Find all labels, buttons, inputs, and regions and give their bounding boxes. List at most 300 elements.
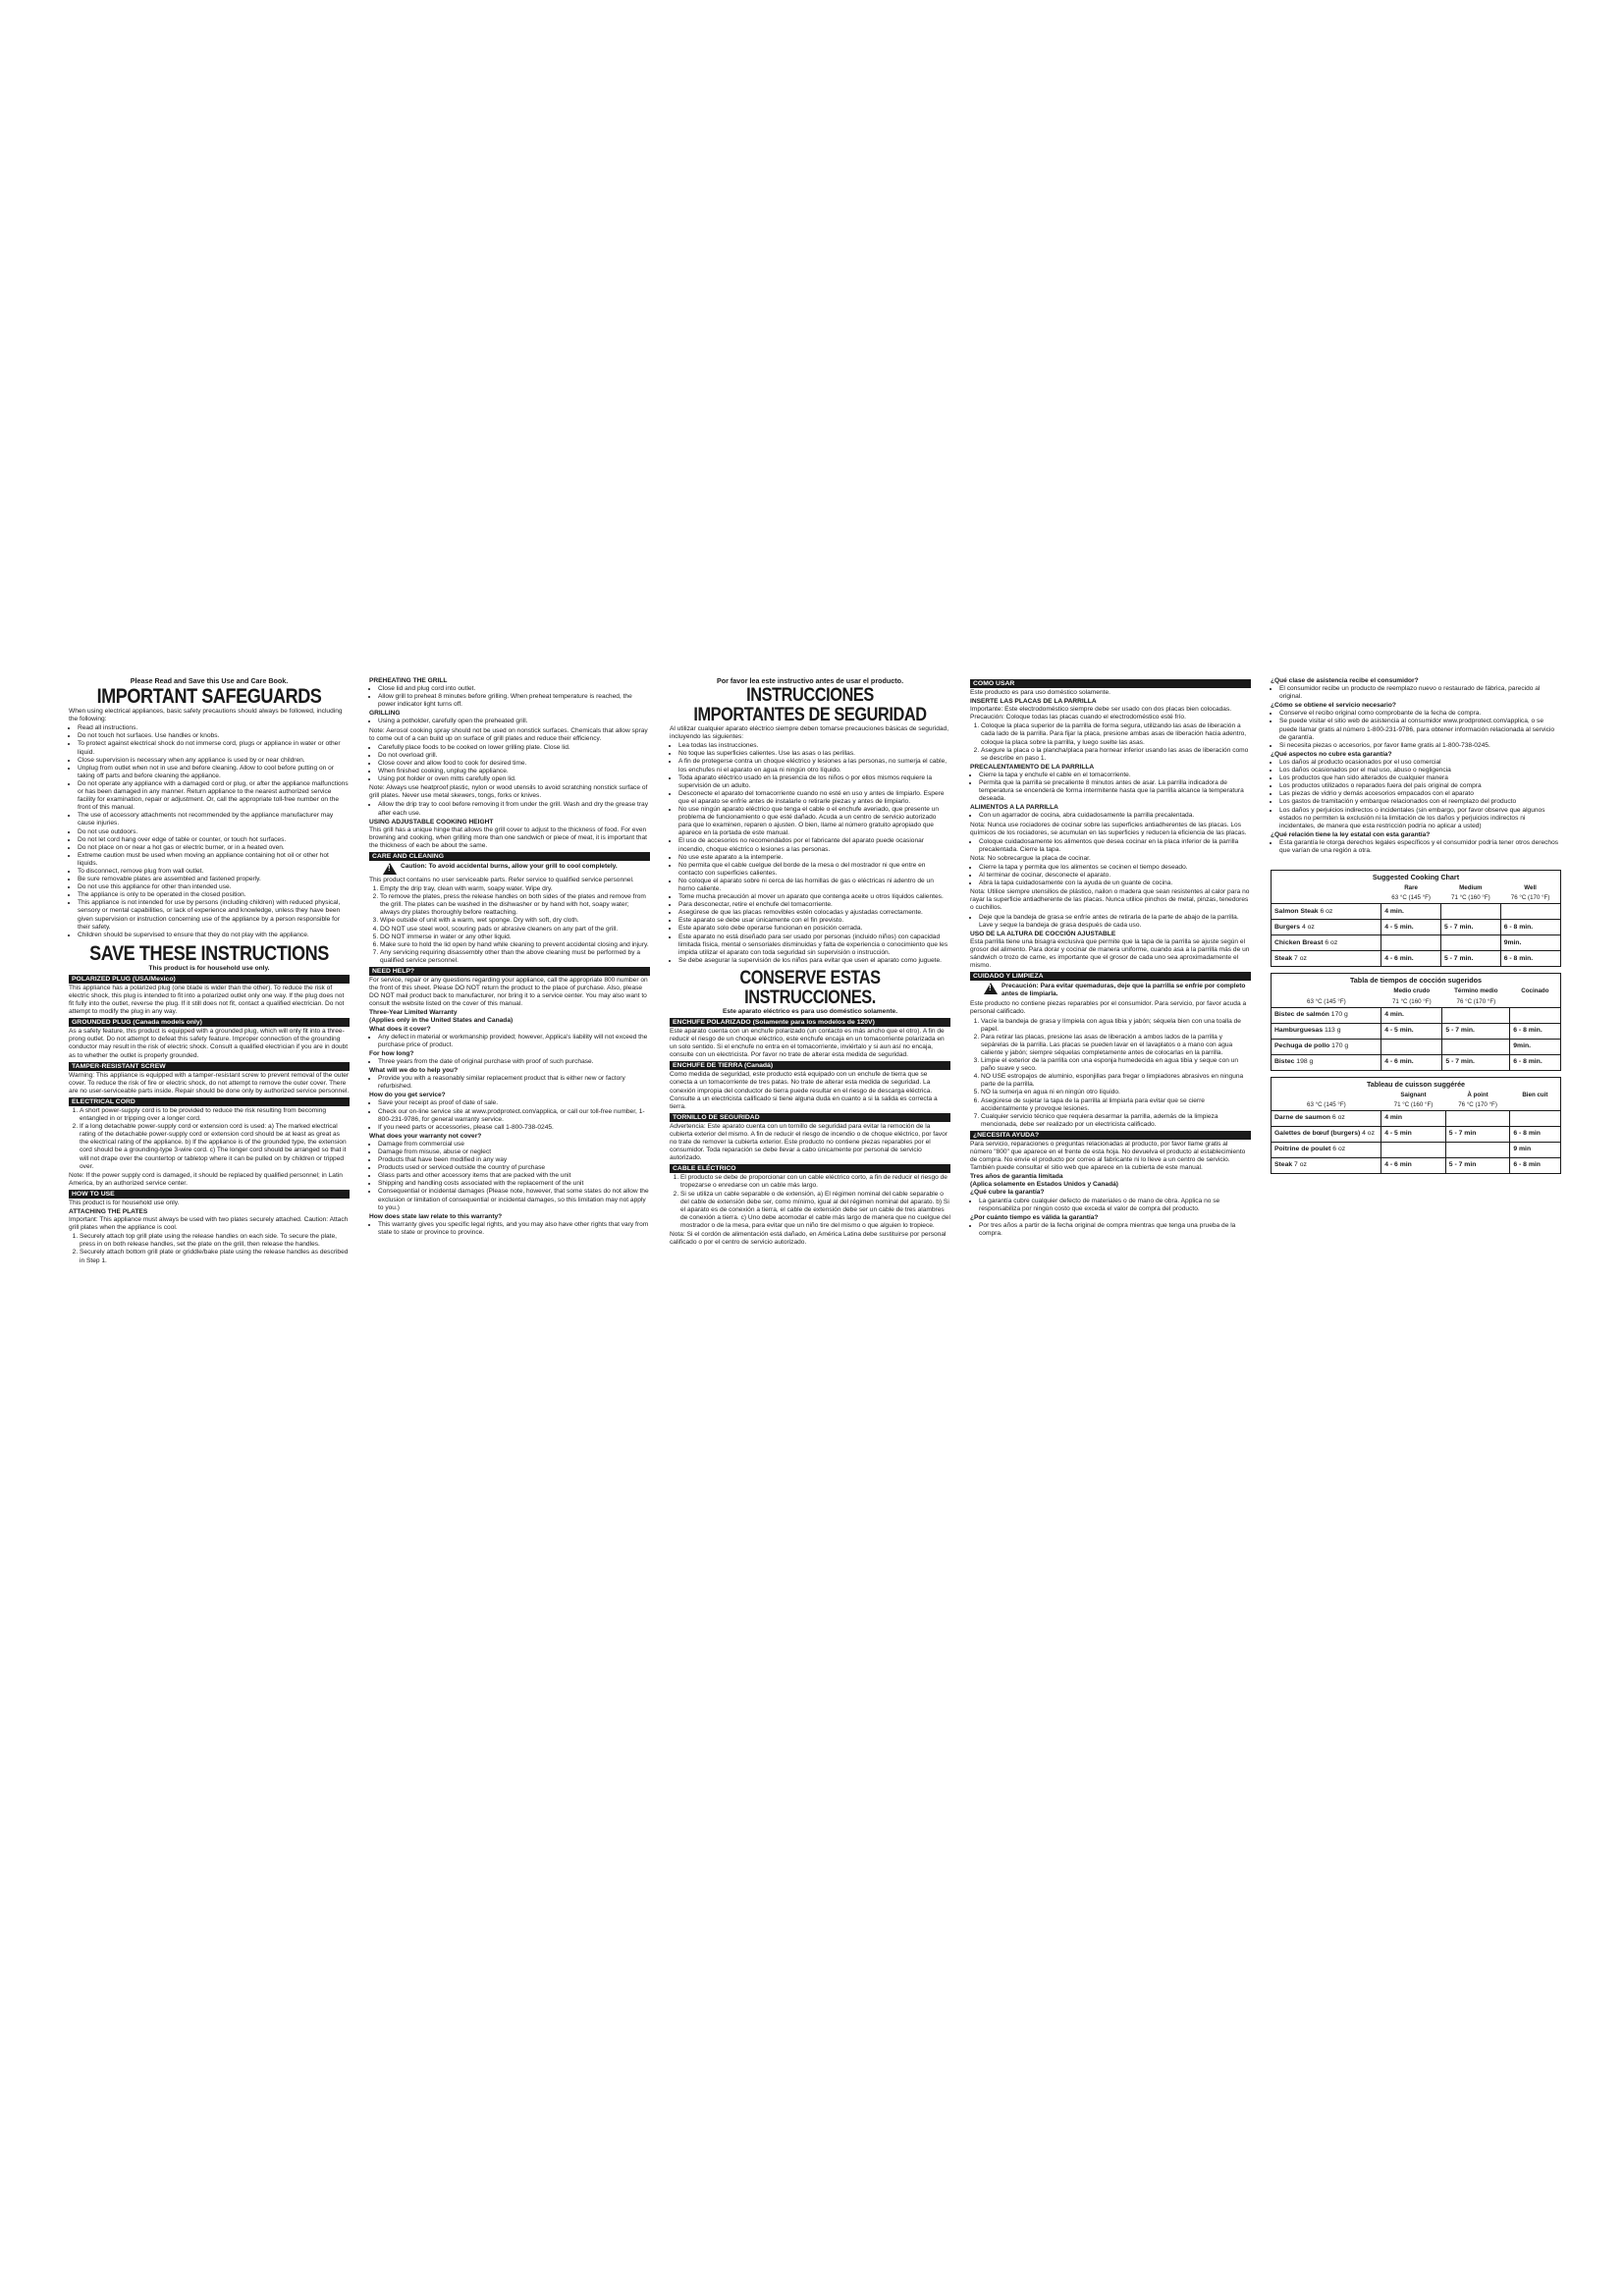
need-help-text: For service, repair or any questions regarding your appliance, call the appropriate 800 number on the front of this sheet. Please DO NOT return the product to the place of purchase. Also, please DO NOT mail product back to manufacturer, nor bring it to a service center. You may also want to consult the website listed on the cover of this manual.	[369, 977, 648, 1008]
cooking-chart-row	[1272, 1007, 1560, 1023]
preheating-list	[369, 685, 650, 709]
cooking-chart-row	[1272, 1157, 1560, 1173]
save-instructions-title: SAVE THESE INSTRUCTIONS	[89, 941, 329, 965]
not-cover-item: • Damage from misuse, abuse or neglect	[378, 1148, 650, 1156]
es-care-steps	[970, 1018, 1251, 1129]
es-cord-list	[670, 1174, 950, 1230]
cooking-chart-row	[1272, 1039, 1560, 1054]
es-polarized-heading: ENCHUFE POLARIZADO (Solamente para los modelos de 120V)	[670, 1018, 950, 1027]
q-how-long: For how long?	[369, 1049, 414, 1057]
es-safeguard-item: • Desconecte el aparato del tomacorriente cuando no esté en uso y antes de limpiarlo. Espere que el aparato se enfríe antes de instalarle o retirarle piezas y antes de limpiarlo.	[678, 790, 950, 806]
cook-time-cell	[1510, 1007, 1560, 1023]
food-name: Galettes de bœuf (burgers)	[1274, 1130, 1363, 1138]
es-assistance-item: • El consumidor recibe un producto de reemplazo nuevo o restaurado de fábrica, parecido al original.	[1279, 685, 1561, 701]
es-grilling-item: • Cierre la tapa y permita que los alimentos se cocinen el tiempo deseado.	[979, 864, 1251, 872]
es-safeguard-item: • Este aparato no está diseñado para ser usado por personas (incluido niños) con capacidad limitada física, mental o sensoriales disminuidas y falta de experiencia o conocimiento que les impida utilizar el aparato con toda seguridad sin supervisión o instrucción.	[678, 934, 950, 957]
cook-time-cell: 4 - 5 min	[1381, 1126, 1446, 1142]
es-q-service: ¿Cómo se obtiene el servicio necesario?	[1271, 702, 1396, 710]
es-safeguard-item: • No use este aparato a la intemperie.	[678, 854, 950, 862]
cook-time-cell: 9min.	[1510, 1039, 1560, 1054]
state-law-item: • This warranty gives you specific legal rights, and you may also have other rights that vary from state to state or province to province.	[378, 1221, 650, 1237]
care-step: 1. Empty the drip tray, clean with warm, soapy water. Wipe dry.	[380, 885, 650, 893]
es-care-text: Este producto no contiene piezas reparables por el consumidor. Para servicio, por favor acuda a personal calificado.	[970, 1000, 1247, 1016]
cooking-chart-header	[1272, 883, 1381, 893]
es-not-cover-item: • Los daños y perjuicios indirectos o incidentales (sin embargo, por favor observe que algunos estados no permiten la exclusión ni la limitación de los daños y perjuicios indirectos ni incidentales, de manera que esta restricción podría no aplicar a usted)	[1279, 807, 1561, 830]
es-how-to-use-text: Este producto es para uso doméstico solamente.	[970, 689, 1110, 696]
es-household-note: Este aparato eléctrico es para uso doméstico solamente.	[722, 1007, 898, 1015]
es-preheat-item: • Cierre la tapa y enchufe el cable en el tomacorriente.	[979, 772, 1251, 779]
cooking-chart-row	[1272, 920, 1560, 935]
care-step: 5. DO NOT immerse in water or any other liquid.	[380, 934, 650, 941]
safeguard-item: • Do not operate any appliance with a damaged cord or plug, or after the appliance malfunctions or has been damaged in any manner. Return appliance to the nearest authorized service facility for examination, repair or adjustment. Or, call the appropriate toll-free number on the front of this manual.	[78, 780, 350, 812]
cook-time-cell: 4 - 6 min.	[1381, 1054, 1442, 1070]
grounded-plug-text: As a safety feature, this product is equipped with a grounded plug, which will only fit into a three-prong outlet. Do not attempt to defeat this safety feature. Improper connection of the grounding conductor may result in the risk of electric shock. Consult a qualified electrician if you are in doubt as to whether the outlet is properly grounded.	[69, 1028, 349, 1059]
es-grilling-list-a	[970, 812, 1251, 820]
cooking-chart	[1271, 1077, 1561, 1174]
es-not-cover-item: • Los productos que han sido alterados de cualquier manera	[1279, 774, 1561, 782]
attaching-plates-heading: ATTACHING THE PLATES	[69, 1207, 148, 1215]
warning-triangle-icon	[984, 983, 998, 994]
tamper-screw-heading: TAMPER-RESISTANT SCREW	[69, 1062, 350, 1071]
cook-time-cell: 6 - 8 min.	[1500, 920, 1560, 935]
service-item: • Save your receipt as proof of date of sale.	[378, 1099, 650, 1107]
food-cell	[1272, 1142, 1381, 1157]
electrical-cord-heading: ELECTRICAL CORD	[69, 1097, 350, 1106]
grilling-note-utensils: Note: Always use heatproof plastic, nylon or wood utensils to avoid scratching nonstick surface of grill plates. Never use metal skewers, tongs, forks or knives.	[369, 784, 648, 800]
cook-time-cell: 5 - 7 min	[1445, 1126, 1510, 1142]
cook-time-cell: 6 - 8 min	[1510, 1157, 1560, 1173]
instruction-sheet	[69, 677, 1561, 1659]
food-name: Bistec de salmón	[1274, 1011, 1331, 1019]
cook-time-cell	[1442, 1007, 1510, 1023]
food-quantity: 198 g	[1296, 1058, 1314, 1066]
grilling-item: • When finished cooking, unplug the appliance.	[378, 768, 650, 775]
food-name: Salmon Steak	[1274, 907, 1321, 915]
preheating-heading: PREHEATING THE GRILL	[369, 677, 448, 684]
es-need-help-text: Para servicio, reparaciones o preguntas relacionadas al producto, por favor llame gratis al número "800" que aparece en el frente de esta hoja. No devuelva el producto al establecimiento de compra. No envíe el producto por correo al fabricante ni lo lleve a un centro de servicio. También puede consultar el sitio web que aparece en la cubierta de este manual.	[970, 1140, 1246, 1172]
food-cell	[1272, 935, 1381, 951]
help-item: • Provide you with a reasonably similar replacement product that is either new or factory refurbished.	[378, 1075, 650, 1091]
grilling-list-a	[369, 718, 650, 725]
column-warranty-charts	[1271, 677, 1561, 1180]
es-grilling-item: • Deje que la bandeja de grasa se enfríe antes de retirarla de la parte de abajo de la parrilla. Lave y seque la bandeja de grasa después de cada uso.	[979, 914, 1251, 930]
cooking-chart-row	[1272, 1110, 1560, 1126]
q-service: How do you get service?	[369, 1092, 446, 1099]
es-warranty-heading: Tres años de garantía limitada	[970, 1173, 1063, 1181]
safeguard-item: • Be sure removable plates are assembled and fastened properly.	[78, 876, 350, 883]
es-not-cover-item: • Los productos utilizados o reparados fuera del país original de compra	[1279, 782, 1561, 790]
polarized-plug-text: This appliance has a polarized plug (one blade is wider than the other). To reduce the risk of electric shock, this plug is intended to fit into a polarized outlet only one way. If the plug does not fit fully into the outlet, reverse the plug. If it still does not fit, contact a qualified electrician. Do not attempt to modify the plug in any way.	[69, 984, 345, 1016]
food-cell	[1272, 1157, 1381, 1173]
es-save-title: CONSERVE ESTAS INSTRUCCIONES.	[739, 967, 881, 1008]
cooking-chart-row	[1272, 1023, 1560, 1039]
cooking-chart-header: Medio crudo	[1393, 988, 1431, 995]
cook-time-cell: 4 - 5 min.	[1381, 1023, 1442, 1039]
cooking-chart-temp: 63 °C (145 °F)	[1307, 1100, 1346, 1108]
es-care-step: 4. NO USE estropajos de aluminio, esponjillas para fregar o limpiadores abrasivos en ninguna parte de la parrilla.	[981, 1073, 1251, 1089]
es-care-step: 2. Para retirar las placas, presione las asas de liberación a ambos lados de la parrilla y sepárelas de la parrilla. Las placas se pueden lavar en el lavaplatos o a mano con agua caliente y jabón; siempre séquelas completamente antes de colocarlas en la parrilla.	[981, 1034, 1251, 1057]
cook-time-cell	[1500, 904, 1560, 920]
food-cell	[1272, 1126, 1381, 1142]
grilling-list-c	[369, 801, 650, 817]
es-care-step: 5. NO la sumerja en agua ni en ningún otro líquido.	[981, 1089, 1251, 1096]
cooking-chart-temp: 71 °C (160 °F)	[1451, 894, 1490, 902]
es-how-to-use-heading: COMO USAR	[970, 679, 1251, 688]
q-not-cover: What does your warranty not cover?	[369, 1132, 482, 1140]
q-cover: What does it cover?	[369, 1025, 431, 1033]
es-grilling-item: • Coloque cuidadosamente los alimentos que desea cocinar en la placa inferior de la parrilla precalentada. Cierre la tapa.	[979, 838, 1251, 854]
food-name: Poitrine de poulet	[1274, 1146, 1333, 1153]
column-spanish-use-care	[970, 677, 1251, 1239]
es-not-cover-item: • Las piezas de vidrio y demás accesorios empacados con el aparato	[1279, 790, 1561, 798]
service-list	[369, 1099, 650, 1131]
cord-item: 1. A short power-supply cord is to be provided to reduce the risk resulting from becoming entangled in or tripping over a longer cord.	[80, 1107, 350, 1123]
care-steps	[369, 885, 650, 965]
safeguard-item: • Close supervision is necessary when any appliance is used by or near children.	[78, 757, 350, 765]
es-insert-step: 1. Coloque la placa superior de la parrilla de forma segura, utilizando las asas de liberación a cada lado de la parrilla. Para fijar la placa, presione ambas asas de liberación hacia adentro, coloque la placa sobre la parrilla, y luego suelte las asas.	[981, 722, 1251, 746]
food-quantity: 6 oz	[1320, 907, 1333, 915]
cook-time-cell	[1381, 935, 1441, 951]
warranty-subheading: (Applies only in the United States and Canada)	[369, 1017, 514, 1025]
help-list	[369, 1075, 650, 1091]
cord-item: 2. If a long detachable power-supply cord or extension cord is used: a) The marked electrical rating of the detachable power-supply cord or extension cord should be at least as great as the electrical rating of the appliance. b) If the appliance is of the grounded type, the extension cord should be a grounding-type 3-wire cord. c) The longer cord should be arranged so that it will not drape over the countertop or tabletop where it can be pulled on by children or tripped over.	[80, 1123, 350, 1171]
cooking-chart-header	[1272, 1091, 1381, 1100]
cooking-chart	[1271, 870, 1561, 967]
es-safeguard-item: • No coloque el aparato sobre ni cerca de las hornillas de gas o eléctricas ni adentro de un horno caliente.	[678, 878, 950, 893]
cook-time-cell: 4 - 5 min.	[1381, 920, 1441, 935]
es-preheat-item: • Permita que la parrilla se precaliente 8 minutos antes de asar. La parrilla indicadora de temperatura se encenderá de forma intermitente hasta que la parrilla alcance la temperatura deseada.	[979, 779, 1251, 803]
cook-time-cell	[1445, 1142, 1510, 1157]
column-spanish-safeguards	[670, 677, 950, 1248]
es-assistance-list	[1271, 685, 1561, 701]
cook-time-cell: 6 - 8 min.	[1500, 951, 1560, 967]
cover-item: • Any defect in material or workmanship provided; however, Applica's liability will not exceed the purchase price of product.	[378, 1034, 650, 1049]
grilling-item: • Allow the drip tray to cool before removing it from under the grill. Wash and dry the grease tray after each use.	[378, 801, 650, 817]
safeguards-list	[69, 724, 350, 939]
cooking-chart-header: Saignant	[1400, 1091, 1427, 1098]
food-cell	[1272, 920, 1381, 935]
safeguard-item: • Read all instructions.	[78, 724, 350, 732]
safeguard-item: • Do not use outdoors.	[78, 828, 350, 836]
cooking-chart-header: Bien cuit	[1522, 1091, 1548, 1098]
es-safeguard-item: • Este aparato se debe usar únicamente con el fin previsto.	[678, 917, 950, 925]
cooking-chart-row	[1272, 935, 1560, 951]
food-quantity: 6 oz	[1325, 938, 1338, 946]
food-cell	[1272, 951, 1381, 967]
es-cord-item: 1. El producto se debe de proporcionar con un cable eléctrico corto, a fin de reducir el riesgo de tropezarse o enredarse con un cable más largo.	[680, 1174, 950, 1190]
grilling-item: • Using a potholder, carefully open the preheated grill.	[378, 718, 650, 725]
cooking-chart-temp: 71 °C (160 °F)	[1391, 997, 1432, 1005]
cooking-chart-row	[1272, 1126, 1560, 1142]
food-quantity: 4 oz	[1301, 923, 1315, 931]
es-service-item: • Conserve el recibo original como comprobante de la fecha de compra.	[1279, 710, 1561, 718]
preheat-item: • Allow grill to preheat 8 minutes before grilling. When preheat temperature is reached, the power indicator light turns off.	[378, 693, 650, 709]
es-safeguard-item: • Lea todas las instrucciones.	[678, 742, 950, 750]
food-cell	[1272, 1054, 1381, 1070]
es-grounded-heading: ENCHUFE DE TIERRA (Canadá)	[670, 1061, 950, 1070]
es-cord-note: Nota: Si el cordón de alimentación está dañado, en América Latina debe sustituirse por personal calificado o por el centro de servicio autorizado.	[670, 1230, 947, 1247]
not-cover-item: • Damage from commercial use	[378, 1141, 650, 1148]
es-care-caution	[984, 983, 1251, 998]
care-step: 3. Wipe outside of unit with a warm, wet sponge. Dry with soft, dry cloth.	[380, 917, 650, 925]
cook-time-cell	[1445, 1110, 1510, 1126]
not-cover-item: • Products that have been modified in any way	[378, 1156, 650, 1164]
not-cover-item: • Products used or serviced outside the country of purchase	[378, 1164, 650, 1172]
grounded-plug-heading: GROUNDED PLUG (Canada models only)	[69, 1018, 350, 1027]
not-cover-item: • Shipping and handling costs associated with the replacement of the unit	[378, 1180, 650, 1188]
cook-time-cell: 5 - 7 min.	[1440, 920, 1500, 935]
cooking-chart-temp: 76 °C (170 °F)	[1456, 997, 1496, 1005]
service-item: • Check our on-line service site at www.prodprotect.com/applica, or call our toll-free number, 1-800-231-9786, for general warranty service.	[378, 1108, 650, 1124]
es-grounded-text: Como medida de seguridad, este producto está equipado con un enchufe de tierra que se conecta a un tomacorriente de tres patas. No trate de alterar esta medida de seguridad. La conexión impropia del conductor de tierra puede resultar en el riesgo de descarga eléctrica. Consulte a un electricista calificado si tiene alguna duda en cuanto a si la salida es correcta a tierra.	[670, 1071, 938, 1110]
es-height-text: Esta parrilla tiene una bisagra exclusiva que permite que la tapa de la parrilla se ajuste según el grosor del alimento. Para dorar y cocinar de manera uniforme, cuando asa a la parrilla más de un sándwich o trozo de carne, es importante que el grosor de cada uno sea aproximadamente el mismo.	[970, 937, 1250, 970]
es-service-item: • Se puede visitar el sitio web de asistencia al consumidor www.prodprotect.com/applica, o se puede llamar gratis al número 1-800-231-9786, para obtener información relacionada al servicio de garantía.	[1279, 718, 1561, 741]
cooking-chart-title: Suggested Cooking Chart	[1372, 873, 1460, 882]
care-caution	[383, 863, 650, 875]
attaching-plates-text: Important: This appliance must always be used with two plates securely attached. Caution: Attach grill plates when the appliance is cool.	[69, 1216, 349, 1232]
cook-time-cell: 5 - 7 min	[1445, 1157, 1510, 1173]
safeguard-item: • To protect against electrical shock do not immerse cord, plugs or appliance in water or other liquid.	[78, 740, 350, 756]
es-grilling-note-utensils: Nota: Utilice siempre utensilios de plástico, nailon o madera que sean resistentes al calor para no rayar la superficie antiadherente de las placas. Nunca utilice pinchos de metal, pinzas, tenedores o cuchillos.	[970, 888, 1250, 912]
cooking-chart-temp: 63 °C (145 °F)	[1307, 997, 1346, 1005]
es-screw-heading: TORNILLO DE SEGURIDAD	[670, 1113, 950, 1122]
es-safeguard-item: • Para desconectar, retire el enchufe del tomacorriente.	[678, 901, 950, 909]
food-name: Burgers	[1274, 923, 1302, 931]
es-grilling-list-d	[970, 914, 1251, 930]
es-care-step: 1. Vacíe la bandeja de grasa y límpiela con agua tibia y jabón; séquela bien con una toalla de papel.	[981, 1018, 1251, 1034]
es-grilling-list-c	[970, 864, 1251, 887]
safeguard-item: • To disconnect, remove plug from wall outlet.	[78, 868, 350, 876]
cook-time-cell: 5 - 7 min.	[1440, 951, 1500, 967]
food-cell	[1272, 1110, 1381, 1126]
food-cell	[1272, 904, 1381, 920]
care-caution-text: Caution: To avoid accidental burns, allow your grill to cool completely.	[401, 862, 618, 870]
cooking-chart-header	[1272, 987, 1381, 996]
es-not-cover-item: • Los daños ocasionados por el mal uso, abuso o negligencia	[1279, 767, 1561, 774]
cooking-chart-row	[1272, 1142, 1560, 1157]
cook-time-cell: 4 - 6 min.	[1381, 951, 1441, 967]
es-care-step: 3. Limpie el exterior de la parrilla con una esponja humedecida en agua tibia y seque con un paño suave y seco.	[981, 1057, 1251, 1073]
cooking-chart-header: Término medio	[1454, 988, 1498, 995]
cooking-chart	[1271, 973, 1561, 1070]
es-cover-list	[970, 1198, 1251, 1213]
safeguard-item: • Do not let cord hang over edge of table or counter, or touch hot surfaces.	[78, 836, 350, 844]
care-step: 4. DO NOT use steel wool, scouring pads or abrasive cleaners on any part of the grill.	[380, 926, 650, 934]
food-name: Bistec	[1274, 1058, 1297, 1066]
es-insert-plates-text: Importante: Este electrodoméstico siempre debe ser usado con dos placas bien colocadas. Precaución: Coloque todas las placas cuando el electrodoméstico esté frío.	[970, 706, 1232, 721]
es-care-caution-text: Precaución: Para evitar quemaduras, deje que la parrilla se enfríe por completo antes de limpiarla.	[1001, 983, 1246, 998]
es-q-how-long: ¿Por cuánto tiempo es válida la garantía?	[970, 1213, 1099, 1221]
safeguard-item: • This appliance is not intended for use by persons (including children) with reduced physical, sensory or mental capabilities, or lack of experience and knowledge, unless they have been given supervision or instruction concerning use of the appliance by a person responsible for their safety.	[78, 899, 350, 931]
safeguard-item: • Extreme caution must be used when moving an appliance containing hot oil or other hot liquids.	[78, 852, 350, 868]
not-cover-list	[369, 1141, 650, 1212]
column-english-use-care	[369, 677, 650, 1238]
cooking-chart-temp	[1272, 893, 1381, 904]
safeguard-item: • Do not place on or near a hot gas or electric burner, or in a heated oven.	[78, 844, 350, 852]
safeguard-item: • Do not touch hot surfaces. Use handles or knobs.	[78, 732, 350, 740]
cook-time-cell	[1510, 1110, 1560, 1126]
es-service-item: • Si necesita piezas o accesorios, por favor llame gratis al 1-800-738-0245.	[1279, 742, 1561, 750]
food-name: Steak	[1274, 1161, 1295, 1169]
es-grilling-note-spray: Nota: Nunca use rociadores de cocinar sobre las superficies antiadherentes de las placas. Los químicos de los rociadores, se acumulan en las superficies y reducen la eficiencia de las placas.	[970, 821, 1247, 836]
cooking-chart-temp	[1510, 1100, 1560, 1111]
warranty-heading: Three-Year Limited Warranty	[369, 1009, 458, 1017]
es-not-cover-item: • Los daños al producto ocasionados por el uso comercial	[1279, 759, 1561, 767]
es-not-cover-item: • Los gastos de tramitación y embarque relacionados con el reemplazo del producto	[1279, 798, 1561, 806]
grilling-note-spray: Note: Aerosol cooking spray should not be used on nonstick surfaces. Chemicals that allow spray to come out of a can build up on surface of grill plates and reduce their efficiency.	[369, 726, 648, 742]
cook-time-cell	[1381, 1039, 1442, 1054]
cook-time-cell: 4 min.	[1381, 904, 1441, 920]
grilling-item: • Close cover and allow food to cook for desired time.	[378, 760, 650, 768]
es-service-list	[1271, 710, 1561, 749]
es-cord-heading: CABLE ELÉCTRICO	[670, 1164, 950, 1173]
cook-time-cell	[1381, 1142, 1446, 1157]
safeguard-item: • The appliance is only to be operated in the closed position.	[78, 891, 350, 899]
q-help: What will we do to help you?	[369, 1067, 459, 1075]
cooking-chart-temp: 76 °C (170 °F)	[1458, 1100, 1497, 1108]
cooking-chart-title: Tabla de tiempos de cocción sugeridos	[1349, 976, 1483, 986]
care-step: 6. Make sure to hold the lid open by hand while cleaning to prevent accidental closing and injury.	[380, 941, 650, 949]
food-name: Darne de saumon	[1274, 1114, 1332, 1122]
grilling-item: • Carefully place foods to be cooked on lower grilling plate. Close lid.	[378, 744, 650, 752]
food-name: Hamburguesas	[1274, 1027, 1325, 1035]
es-care-step: 6. Asegúrese de sujetar la tapa de la parrilla al limpiarla para evitar que se cierre accidentalmente y provoque lesiones.	[981, 1097, 1251, 1113]
how-to-use-heading: HOW TO USE	[69, 1190, 350, 1199]
electrical-cord-list	[69, 1107, 350, 1171]
cook-time-cell: 4 min.	[1381, 1007, 1442, 1023]
care-cleaning-heading: CARE AND CLEANING	[369, 852, 650, 861]
cooking-chart-header: Medium	[1459, 884, 1483, 892]
safeguards-intro: When using electrical appliances, basic safety precautions should always be followed, including the following:	[69, 708, 343, 723]
es-safeguard-item: • Tome mucha precaución al mover un aparato que contenga aceite u otros líquidos calientes.	[678, 893, 950, 901]
cooking-chart-row	[1272, 904, 1560, 920]
care-step: 2. To remove the plates, press the release handles on both sides of the plates and remove from the grill. The plates can be washed in the dishwasher or by hand with hot, soapy water; always dry plates thoroughly before reattaching.	[380, 893, 650, 917]
cooking-height-heading: USING ADJUSTABLE COOKING HEIGHT	[369, 818, 494, 826]
food-quantity: 113 g	[1325, 1027, 1341, 1035]
food-name: Pechuga de pollo	[1274, 1042, 1332, 1050]
cooking-charts	[1271, 870, 1561, 1174]
cooking-chart-temp: 71 °C (160 °F)	[1393, 1100, 1434, 1108]
es-need-help-heading: ¿NECESITA AYUDA?	[970, 1131, 1251, 1140]
how-to-use-text: This product is for household use only.	[69, 1199, 180, 1206]
cook-time-cell	[1440, 935, 1500, 951]
cooking-chart-header: Rare	[1404, 884, 1418, 892]
es-safeguard-item: • No use ningún aparato eléctrico que tenga el cable o el enchufe averiado, que presente un problema de funcionamiento o que esté dañado. Acuda a un centro de servicio autorizado para que lo examinen, reparen o ajusten. O bien, llame al número gratuito apropiado que aparece en la portada de este manual.	[678, 806, 950, 837]
food-cell	[1272, 1007, 1381, 1023]
es-q-cover: ¿Qué cubre la garantía?	[970, 1189, 1045, 1197]
es-cord-item: 2. Si se utiliza un cable separable o de extensión, a) El régimen nominal del cable separable o del cable de extensión debe ser, como mínimo, igual al del régimen nominal del aparato. b) Si el aparato es de conexión a tierra, el cable de extensión debe ser un cable de tres alambres de conexión a tierra. c) Uno debe acomodar el cable más largo de manera que no cuelgue del mostrador o de la mesa, para evitar que un niño tire del mismo o que alguien lo tropiece.	[680, 1191, 950, 1230]
care-step: 7. Any servicing requiring disassembly other than the above cleaning must be performed by a qualified service personnel.	[380, 949, 650, 965]
cook-time-cell: 5 - 7 min.	[1442, 1054, 1510, 1070]
food-quantity: 7 oz	[1294, 954, 1307, 962]
cooking-chart-title: Tableau de cuisson suggérée	[1366, 1079, 1466, 1089]
cooking-chart-header: Cocinado	[1521, 988, 1549, 995]
es-safeguard-item: • A fin de protegerse contra un choque eléctrico y lesiones a las personas, no sumerja el cable, los enchufes ni el aparato en agua ni ningún otro líquido.	[678, 758, 950, 774]
es-state-law-item: • Esta garantía le otorga derechos legales específicos y el consumidor podría tener otros derechos que varían de una región a otra.	[1279, 839, 1561, 855]
es-screw-text: Advertencia: Este aparato cuenta con un tornillo de seguridad para evitar la remoción de la cubierta exterior del mismo. A fin de reducir el riesgo de incendio o de choque eléctrico, por favor no trate de remover la cubierta exterior. Este producto no contiene piezas reparables por el consumidor. Toda reparación se debe llevar a cabo únicamente por personal de servicio autorizado.	[670, 1122, 947, 1162]
safeguard-item: • The use of accessory attachments not recommended by the appliance manufacturer may cause injuries.	[78, 812, 350, 828]
cooking-chart-header: À point	[1467, 1091, 1489, 1098]
cord-note: Note: If the power supply cord is damaged, it should be replaced by qualified personnel; in Latin America, by an authorized service center.	[69, 1171, 343, 1187]
es-grilling-item: • Con un agarrador de cocina, abra cuidadosamente la parrilla precalentada.	[979, 812, 1251, 820]
es-insert-plates-heading: INSERTE LAS PLACAS DE LA PARRILLA	[970, 698, 1097, 706]
cook-time-cell	[1440, 904, 1500, 920]
es-how-long-item: • Por tres años a partir de la fecha original de compra mientras que tenga una prueba de la compra.	[979, 1222, 1251, 1238]
food-cell	[1272, 1023, 1381, 1039]
es-insert-step: 2. Asegure la placa o la plancha/placa para hornear inferior usando las asas de liberación como se describe en paso 1.	[981, 747, 1251, 763]
es-safeguard-item: • Se debe asegurar la supervisión de los niños para evitar que usen el aparato como juguete.	[678, 957, 950, 965]
not-cover-item: • Consequential or incidental damages (Please note, however, that some states do not allow the exclusion or limitation of consequential or incidental damages, so this limitation may not apply to you.)	[378, 1188, 650, 1211]
column-english-safeguards	[69, 677, 350, 1266]
food-name: Chicken Breast	[1274, 938, 1326, 946]
es-q-not-cover: ¿Qué aspectos no cubre esta garantía?	[1271, 750, 1392, 758]
cook-time-cell	[1442, 1039, 1510, 1054]
grilling-item: • Using pot holder or oven mitts carefully open lid.	[378, 775, 650, 783]
es-intro: Al utilizar cualquier aparato eléctrico siempre deben tomarse precauciones básicas de seguridad, incluyendo las siguientes:	[670, 725, 949, 741]
care-text: This product contains no user serviceable parts. Refer service to qualified service personnel.	[369, 876, 634, 883]
tamper-screw-text: Warning: This appliance is equipped with a tamper-resistant screw to prevent removal of the outer cover. To reduce the risk of fire or electric shock, do not attempt to remove the outer cover. There are no user-serviceable parts inside. Repair should be done only by authorized service personnel.	[69, 1071, 350, 1095]
es-preheat-list	[970, 772, 1251, 803]
es-care-heading: CUIDADO Y LIMPIEZA	[970, 972, 1251, 981]
es-read-note: Por favor lea este instructivo antes de usar el producto.	[716, 676, 904, 685]
attaching-step: 1. Securely attach top grill plate using the release handles on each side. To secure the plate, press in on both release handles, set the plate on the grill, then release the handles.	[80, 1233, 350, 1249]
cooking-height-text: This grill has a unique hinge that allows the grill cover to adjust to the thickness of food. For even browning and cooking, when grilling more than one sandwich or piece of meat, it is important that the thickness of each be about the same.	[369, 826, 647, 849]
household-use-note: This product is for household use only.	[148, 964, 270, 972]
es-safeguard-item: • Este aparato solo debe operarse funcionan en posición cerrada.	[678, 925, 950, 933]
es-grilling-heading: ALIMENTOS A LA PARRILLA	[970, 804, 1058, 812]
cook-time-cell: 9min.	[1500, 935, 1560, 951]
es-grilling-note-overload: Nota: No sobrecargue la placa de cocinar.	[970, 854, 1091, 862]
food-cell	[1272, 1039, 1381, 1054]
read-and-save-note: Please Read and Save this Use and Care Book.	[130, 676, 289, 685]
es-cover-item: • La garantía cubre cualquier defecto de materiales o de mano de obra. Applica no se responsabiliza por ningún costo que exceda el valor de compra del producto.	[979, 1198, 1251, 1213]
q-state-law: How does state law relate to this warranty?	[369, 1212, 503, 1220]
cooking-chart-header: Well	[1524, 884, 1537, 892]
es-how-long-list	[970, 1222, 1251, 1238]
es-safeguards-list	[670, 742, 950, 965]
cooking-chart-row	[1272, 951, 1560, 967]
cook-time-cell: 6 - 8 min	[1510, 1126, 1560, 1142]
food-quantity: 170 g	[1331, 1042, 1349, 1050]
cook-time-cell: 5 - 7 min.	[1442, 1023, 1510, 1039]
cooking-chart-temp: 63 °C (145 °F)	[1391, 894, 1431, 902]
es-insert-steps	[970, 722, 1251, 762]
safeguard-item: • Children should be supervised to ensure that they do not play with the appliance.	[78, 932, 350, 939]
cook-time-cell: 4 min	[1381, 1110, 1446, 1126]
es-height-heading: USO DE LA ALTURA DE COCCIÓN AJUSTABLE	[970, 930, 1116, 937]
food-quantity: 6 oz	[1331, 1114, 1345, 1122]
cooking-chart-row	[1272, 1054, 1560, 1070]
es-title: INSTRUCCIONES IMPORTANTES DE SEGURIDAD	[693, 685, 927, 726]
state-law-list	[369, 1221, 650, 1237]
food-name: Steak	[1274, 954, 1295, 962]
cover-list	[369, 1034, 650, 1049]
grilling-heading: GRILLING	[369, 710, 401, 718]
important-safeguards-title: IMPORTANT SAFEGUARDS	[96, 685, 322, 709]
es-grilling-item: • Abra la tapa cuidadosamente con la ayuda de un guante de cocina.	[979, 880, 1251, 887]
how-long-item: • Three years from the date of original purchase with proof of such purchase.	[378, 1058, 650, 1066]
es-q-state-law: ¿Qué relación tiene la ley estatal con esta garantía?	[1271, 830, 1431, 838]
es-grilling-list-b	[970, 838, 1251, 854]
es-state-law-list	[1271, 839, 1561, 855]
es-warranty-subheading: (Aplica solamente en Estados Unidos y Canadá)	[970, 1181, 1118, 1189]
polarized-plug-heading: POLARIZED PLUG (USA/Mexico)	[69, 975, 350, 984]
es-safeguard-item: • No toque las superficies calientes. Use las asas o las perillas.	[678, 750, 950, 758]
es-safeguard-item: • Toda aparato eléctrico usado en la presencia de los niños o por ellos mismos requiere la supervisión de un adulto.	[678, 774, 950, 790]
warning-triangle-icon	[383, 863, 397, 875]
grilling-list-b	[369, 744, 650, 783]
es-not-cover-list	[1271, 759, 1561, 830]
